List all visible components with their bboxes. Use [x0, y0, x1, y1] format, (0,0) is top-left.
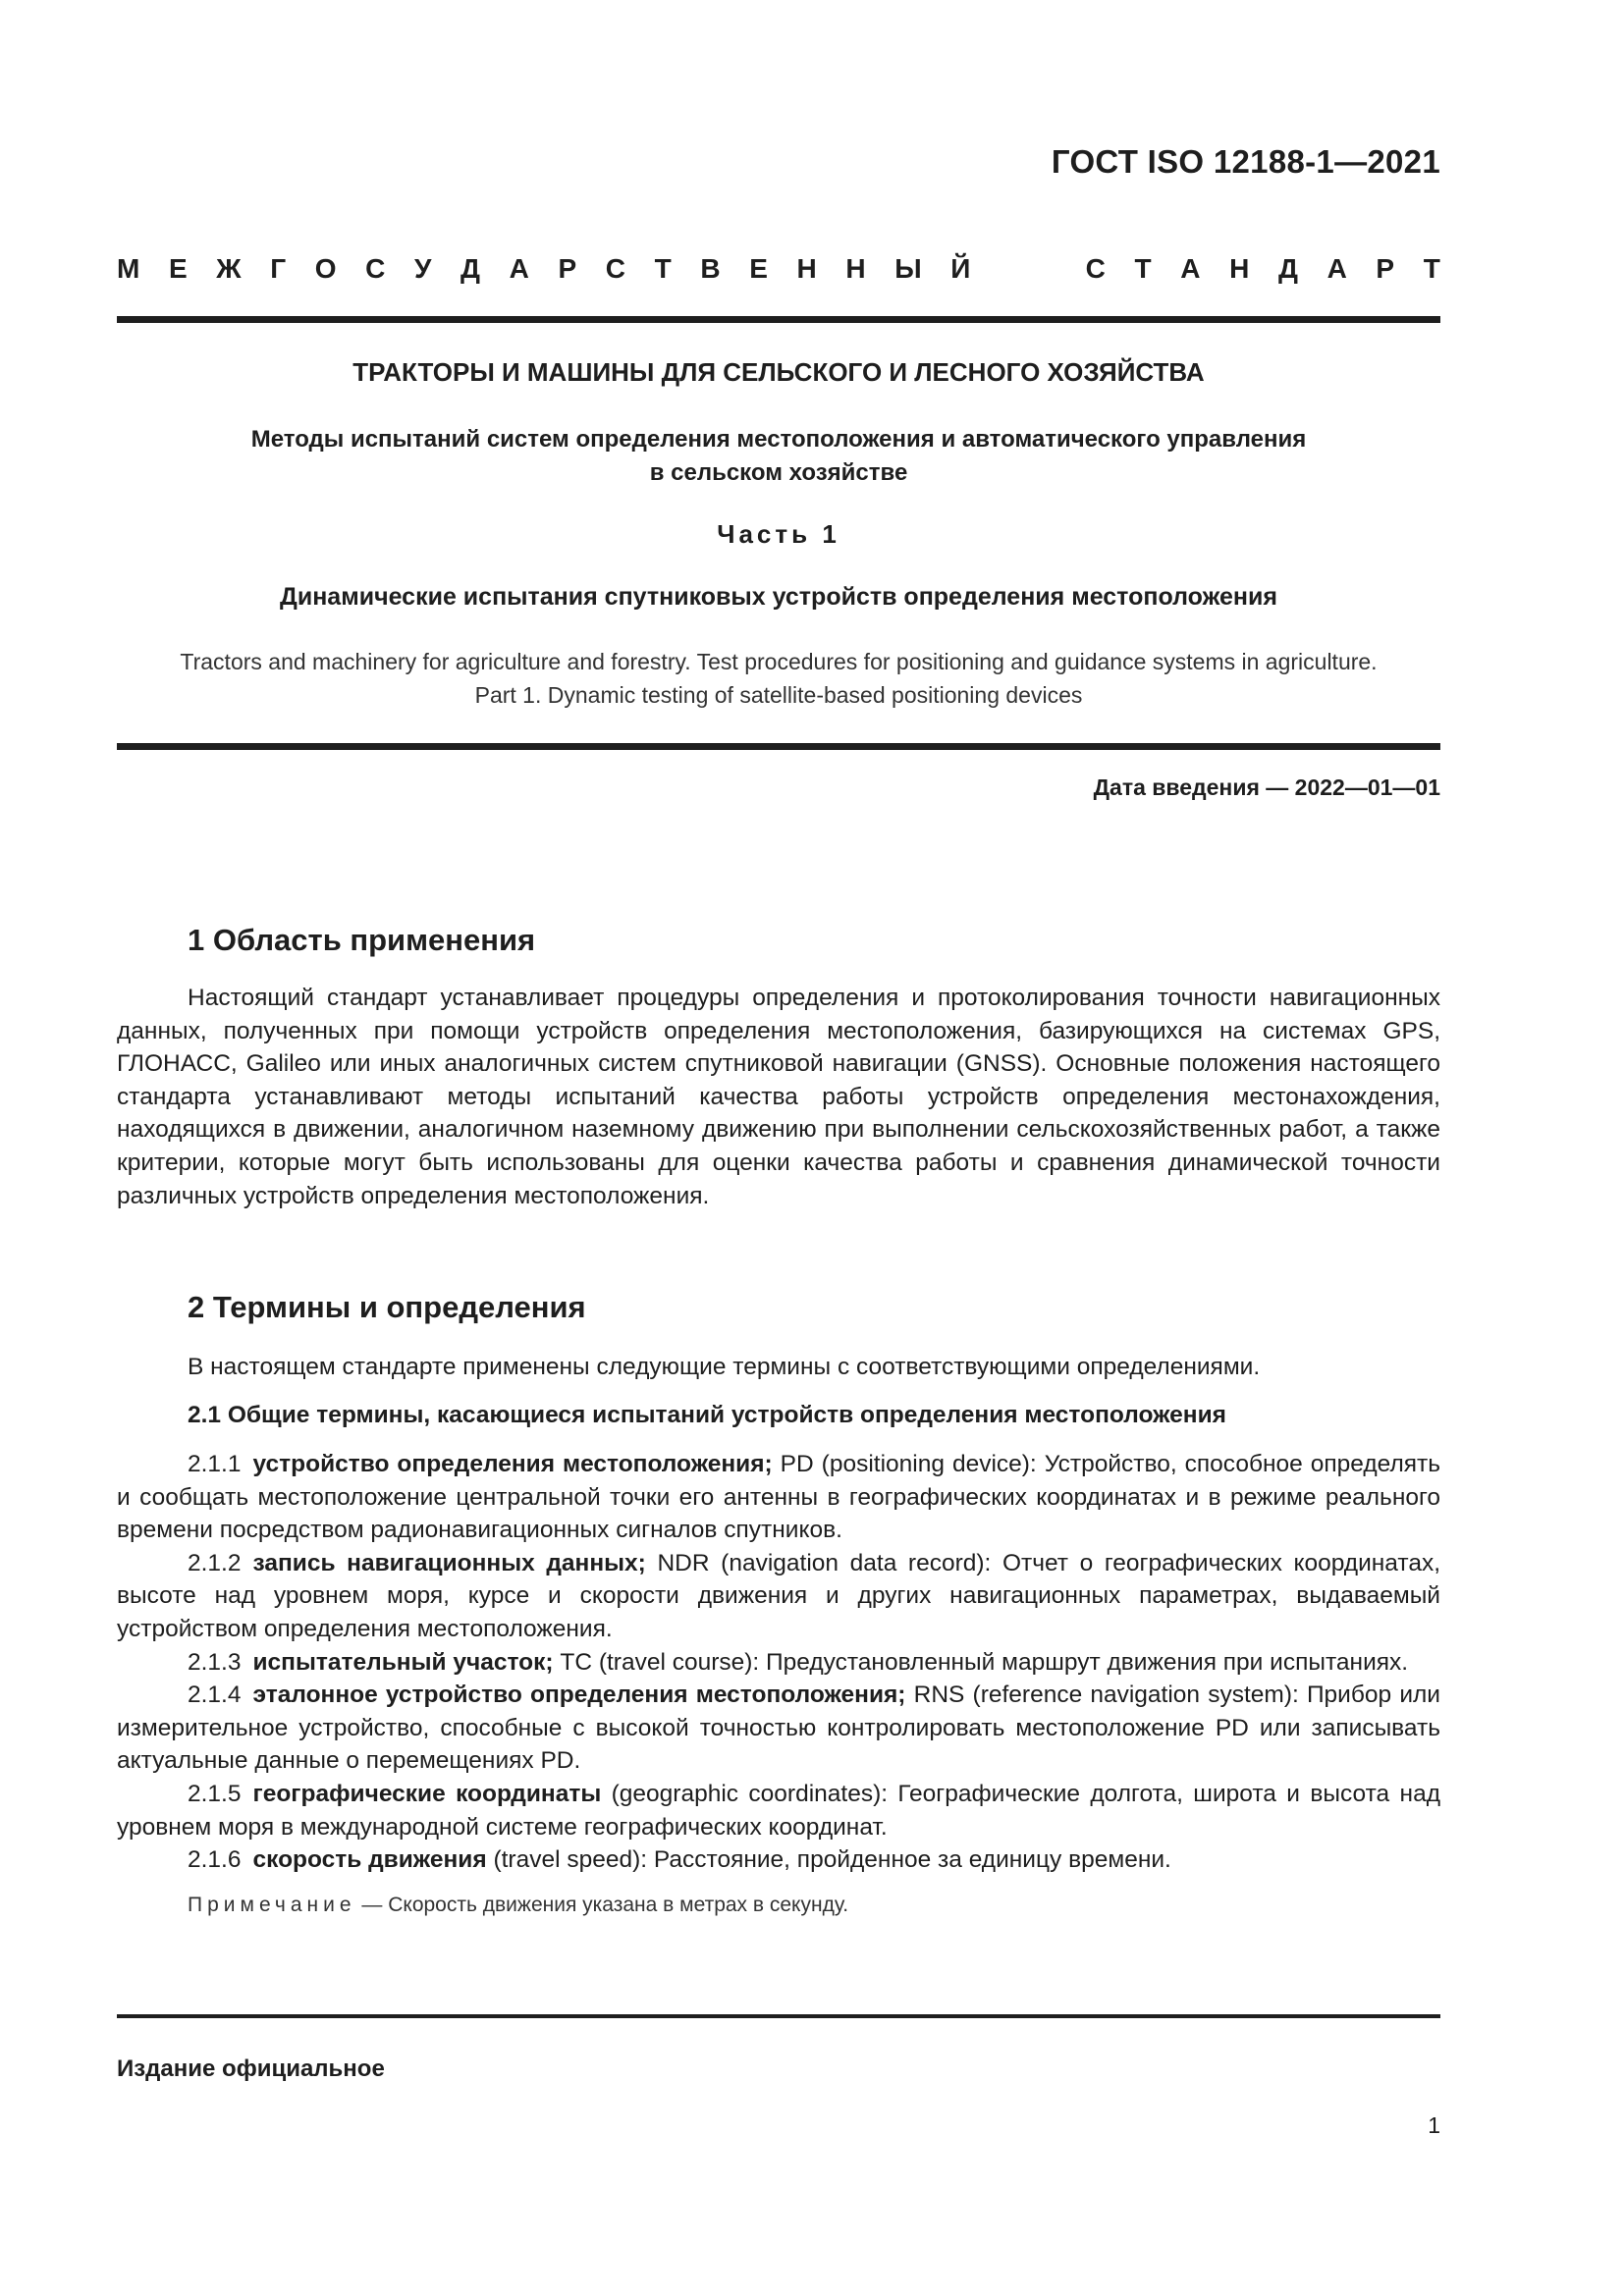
definition-item [117, 1547, 1440, 1646]
note [117, 1891, 1440, 1920]
definition-term: устройство определения местоположения; [252, 1451, 773, 1477]
definition-term: испытательный участок; [252, 1648, 554, 1676]
subtitle-line-2: в сельском хозяйстве [649, 459, 908, 486]
part-label: Часть 1 [717, 519, 840, 549]
document-page [117, 0, 1440, 2296]
banner-letter: Д [1277, 253, 1298, 284]
definition-text: PD (positioning device): Устройство, способное определять и сообщать местоположение центральной точки его антенны в географических координатах и в режиме реального времени посредством радионавигационных сигналов спутников. [117, 1451, 1440, 1544]
definition-number: 2.1.6 [188, 1846, 242, 1874]
definition-item [117, 1448, 1440, 1547]
banner-letter: Ы [894, 253, 922, 284]
banner-letter: У [413, 253, 432, 284]
definition-term: запись навигационных данных; [252, 1549, 646, 1576]
subtitle-line-1: Методы испытаний систем определения местоположения и автоматического управления [250, 426, 1307, 453]
section-heading: 2 Термины и определения [188, 1290, 586, 1324]
definition-text: TC (travel course): Предустановленный маршрут движения при испытаниях. [553, 1648, 1409, 1676]
banner-letter: Е [749, 253, 768, 284]
definitions-list [117, 1448, 1440, 1877]
banner-letter: А [509, 253, 529, 284]
banner-letter: Д [460, 253, 480, 284]
english-title-line-1: Tractors and machinery for agriculture and forestry. Test procedures for positioning and guidance systems in agriculture. [180, 649, 1378, 674]
page-number: 1 [1428, 2112, 1440, 2138]
part-title: Динамические испытания спутниковых устройств определения местоположения [280, 583, 1277, 611]
banner-letter: Е [168, 253, 188, 284]
footer-rule [117, 2014, 1440, 2018]
definition-item [117, 1646, 1440, 1680]
banner-letter: Н [1229, 253, 1250, 284]
definition-term: географические координаты [252, 1780, 602, 1807]
banner-letter: Г [270, 253, 287, 284]
definition-term: эталонное устройство определения местоположения; [252, 1682, 906, 1709]
title-rule [117, 743, 1440, 750]
banner-letter: А [1180, 253, 1201, 284]
banner-letter: Т [1134, 253, 1152, 284]
banner-letter: В [700, 253, 721, 284]
introduction-date: Дата введения — 2022—01—01 [1093, 774, 1440, 800]
subtitle [117, 423, 1440, 490]
banner-letter: М [117, 253, 140, 284]
banner-letter: Н [796, 253, 817, 284]
definition-text: NDR (navigation data record): Отчет о географических координатах, высоте над уровнем моря, курсе и скорости движения и других навигационных параметрах, выдаваемый устройством определения местоположения. [117, 1549, 1441, 1642]
interstate-standard-banner [117, 253, 1440, 285]
section-heading: 1 Область применения [188, 923, 536, 957]
definition-text: (geographic coordinates): Географические долгота, широта и высота над уровнем моря в международной системе географических координат. [117, 1780, 1441, 1841]
english-title-line-2: Part 1. Dynamic testing of satellite-based positioning devices [474, 682, 1083, 708]
definition-number: 2.1.3 [188, 1648, 242, 1676]
banner-letter: Й [950, 253, 971, 284]
definition-term: скорость движения [252, 1846, 487, 1874]
definition-number: 2.1.1 [188, 1451, 242, 1477]
banner-letter: О [314, 253, 337, 284]
banner-letter: С [1085, 253, 1106, 284]
definition-number: 2.1.2 [188, 1549, 242, 1576]
note-label: Примечание [188, 1893, 356, 1916]
definition-item [117, 1778, 1440, 1843]
standard-code: ГОСТ ISO 12188-1—2021 [1051, 143, 1440, 180]
scope-paragraph: Настоящий стандарт устанавливает процедуры определения и протоколирования точности навигационных данных, полученных при помощи устройств определения местоположения, базирующихся на системах GPS, ГЛОНАСС, Galileo или иных аналогичных систем спутниковой навигации (GNSS). Основные положения настоящего стандарта устанавливают методы испытаний качества работы устройств определения местонахождения, находящихся в движении, аналогичном наземному движению при выполнении сельскохозяйственных работ, а также критерии, которые могут быть использованы для оценки качества работы и сравнения динамической точности различных устройств определения местоположения. [117, 985, 1440, 1209]
banner-letter: Н [845, 253, 866, 284]
banner-letter: А [1326, 253, 1347, 284]
banner-letter: С [605, 253, 625, 284]
definition-text: (travel speed): Расстояние, пройденное за единицу времени. [486, 1846, 1171, 1874]
banner-word-gap [1000, 253, 1056, 285]
english-title [107, 645, 1450, 712]
main-title: ТРАКТОРЫ И МАШИНЫ ДЛЯ СЕЛЬСКОГО И ЛЕСНОГО ХОЗЯЙСТВА [352, 357, 1205, 387]
definition-number: 2.1.5 [188, 1780, 242, 1807]
terms-lead: В настоящем стандарте применены следующие термины с соответствующими определениями. [188, 1354, 1261, 1380]
banner-letter: Т [654, 253, 672, 284]
top-rule [117, 316, 1440, 323]
banner-letter: Р [558, 253, 577, 284]
banner-letter: С [365, 253, 386, 284]
edition-label: Издание официальное [117, 2056, 385, 2082]
section-scope [117, 923, 1440, 1212]
banner-letter: Т [1423, 253, 1440, 284]
definition-item [117, 1679, 1440, 1778]
banner-letter: Р [1376, 253, 1395, 284]
definition-number: 2.1.4 [188, 1682, 242, 1709]
note-text: — Скорость движения указана в метрах в секунду. [355, 1893, 849, 1916]
subsection-heading: 2.1 Общие термины, касающиеся испытаний устройств определения местоположения [188, 1402, 1226, 1428]
definition-item [117, 1843, 1440, 1877]
definition-text: RNS (reference navigation system): Прибор или измерительное устройство, способные с высокой точностью контролировать местоположение PD или записывать актуальные данные о перемещениях PD. [117, 1682, 1440, 1775]
section-terms [117, 1290, 1440, 1920]
banner-letter: Ж [216, 253, 242, 284]
